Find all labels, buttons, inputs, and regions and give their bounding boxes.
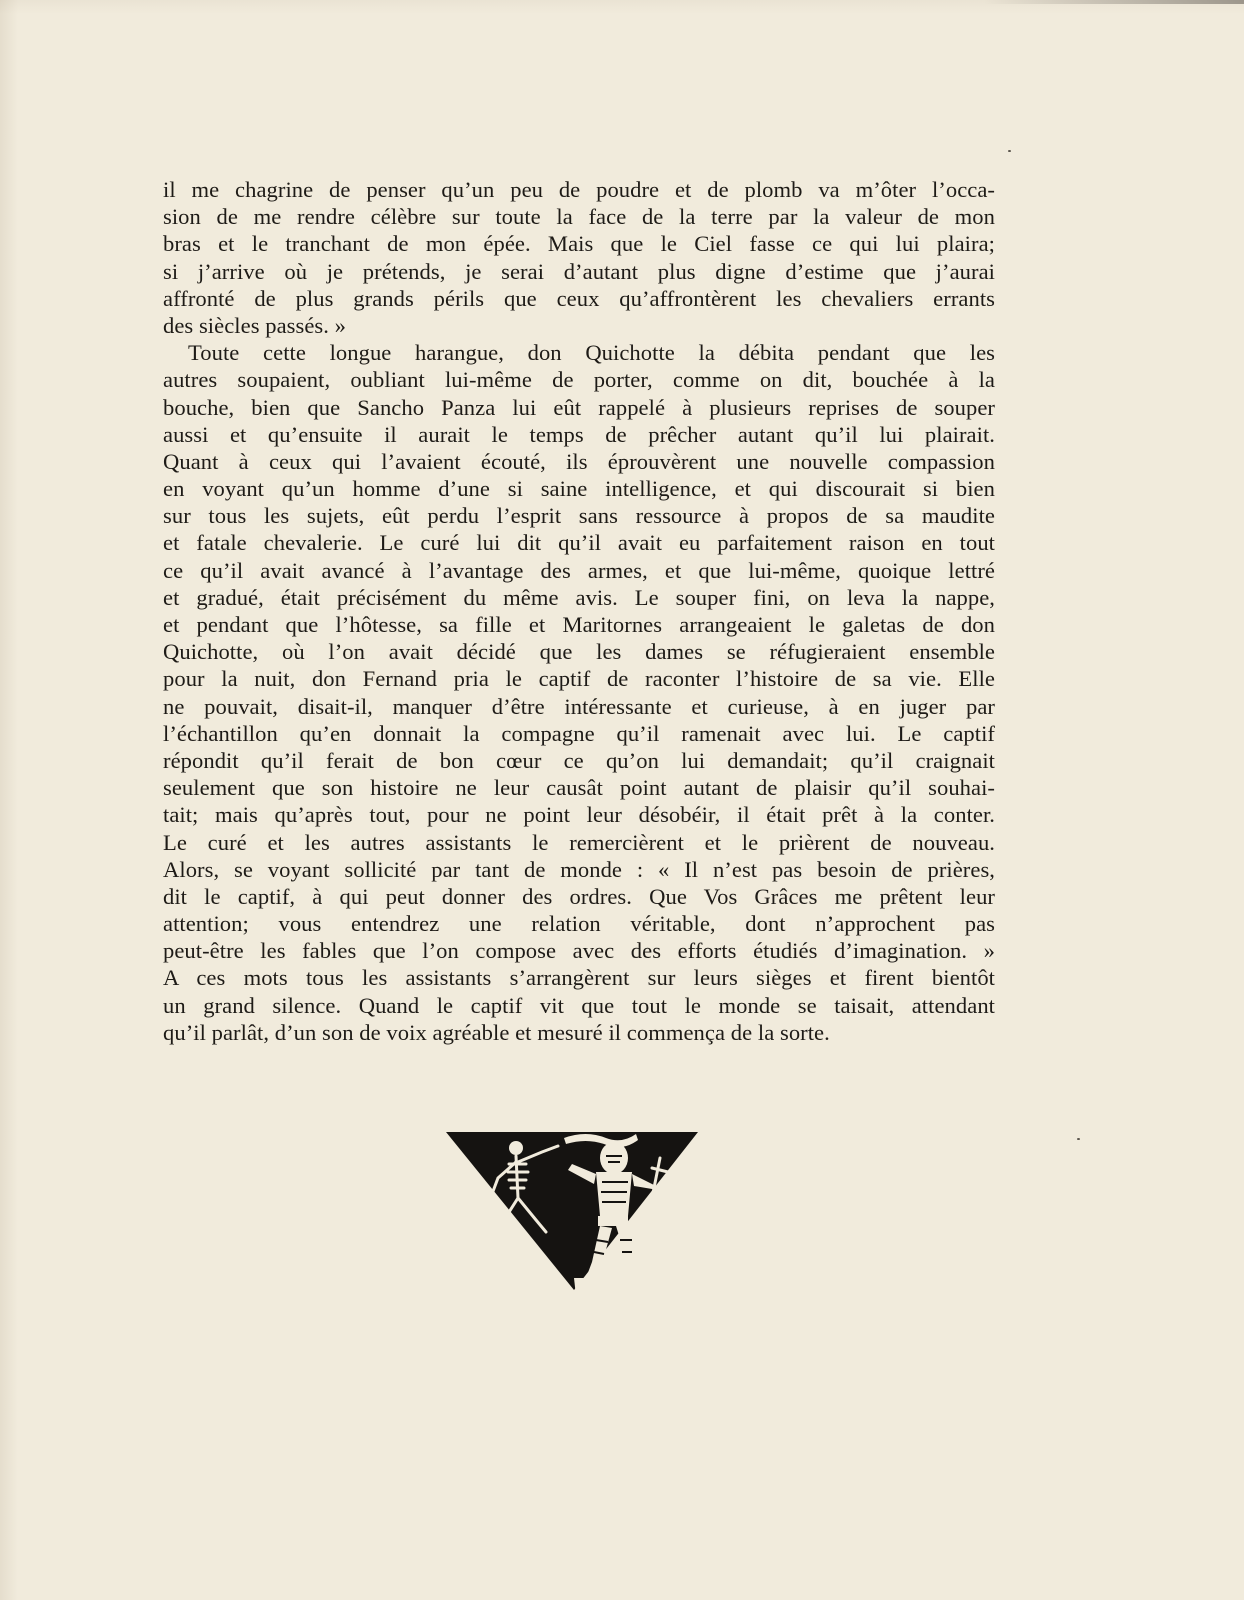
text-line: pour la nuit, don Fernand pria le captif de raconter l’histoire de sa vie. Elle (163, 666, 995, 692)
text-line: affronté de plus grands périls que ceux qu’affrontèrent les chevaliers errants (163, 285, 995, 311)
text-line: autres soupaient, oubliant lui-même de porter, comme on dit, bouchée à la (163, 367, 995, 393)
text-line: l’échantillon qu’en donnait la compagne qu’il ramenait avec lui. Le captif (163, 720, 995, 746)
text-line: ne pouvait, disait-il, manquer d’être intéressante et curieuse, à en juger par (163, 693, 995, 719)
text-line: si j’arrive où je prétends, je serai d’autant plus digne d’estime que j’aurai (163, 258, 995, 284)
text-line: des siècles passés. » (163, 312, 347, 338)
text-line: Quant à ceux qui l’avaient écouté, ils éprouvèrent une nouvelle compassion (163, 448, 995, 474)
text-line: Quichotte, où l’on avait décidé que les dames se réfugieraient ensemble (163, 639, 995, 665)
body-text (163, 176, 995, 1046)
text-line: ce qu’il avait avancé à l’avantage des armes, et que lui-même, quoique lettré (163, 557, 995, 583)
text-line: Toute cette longue harangue, don Quichotte la débita pendant que les (188, 340, 995, 366)
text-line: qu’il parlât, d’un son de voix agréable et mesuré il commença de la sorte. (163, 1019, 830, 1045)
skeleton-and-knight-vignette-icon (446, 1128, 698, 1314)
text-line: et fatale chevalerie. Le curé lui dit qu’il avait eu parfaitement raison en tout (163, 530, 995, 556)
text-line: A ces mots tous les assistants s’arrangèrent sur leurs sièges et firent bientôt (163, 965, 995, 991)
text-line: répondit qu’il ferait de bon cœur ce qu’on lui demandait; qu’il craignait (163, 747, 995, 773)
text-line: dit le captif, à qui peut donner des ordres. Que Vos Grâces me prêtent leur (163, 883, 995, 909)
text-line: tait; mais qu’après tout, pour ne point leur désobéir, il était prêt à la conter. (163, 802, 995, 828)
text-line: aussi et qu’ensuite il aurait le temps de prêcher autant qu’il lui plairait. (163, 421, 995, 447)
text-line: il me chagrine de penser qu’un peu de poudre et de plomb va m’ôter l’occa- (163, 177, 995, 202)
text-line: bras et le tranchant de mon épée. Mais que le Ciel fasse ce qui lui plaira; (163, 231, 995, 257)
paper-speck (1008, 150, 1011, 152)
text-line: en voyant qu’un homme d’une si saine intelligence, et qui discourait si bien (163, 476, 995, 502)
text-line: et pendant que l’hôtesse, sa fille et Maritornes arrangeaient le galetas de don (163, 612, 995, 637)
text-line: bouche, bien que Sancho Panza lui eût rappelé à plusieurs reprises de souper (163, 394, 995, 420)
text-line: attention; vous entendrez une relation véritable, dont n’approchent pas (163, 911, 995, 937)
page-edge-shadow (984, 0, 1244, 4)
text-line: sur tous les sujets, eût perdu l’esprit sans ressource à propos de sa maudite (163, 503, 995, 529)
text-line: Le curé et les autres assistants le remercièrent et le prièrent de nouveau. (163, 829, 995, 855)
text-line: peut-être les fables que l’on compose avec des efforts étudiés d’imagination. » (163, 938, 995, 964)
text-line: Alors, se voyant sollicité par tant de monde : « Il n’est pas besoin de prières, (163, 856, 995, 882)
paper-speck (1077, 1138, 1080, 1140)
text-line: sion de me rendre célèbre sur toute la face de la terre par la valeur de mon (163, 204, 995, 230)
text-line: un grand silence. Quand le captif vit que tout le monde se taisait, attendant (163, 992, 995, 1018)
text-line: seulement que son histoire ne leur causât point autant de plaisir qu’il souhai- (163, 775, 995, 801)
text-line: et gradué, était précisément du même avis. Le souper fini, on leva la nappe, (163, 584, 995, 610)
